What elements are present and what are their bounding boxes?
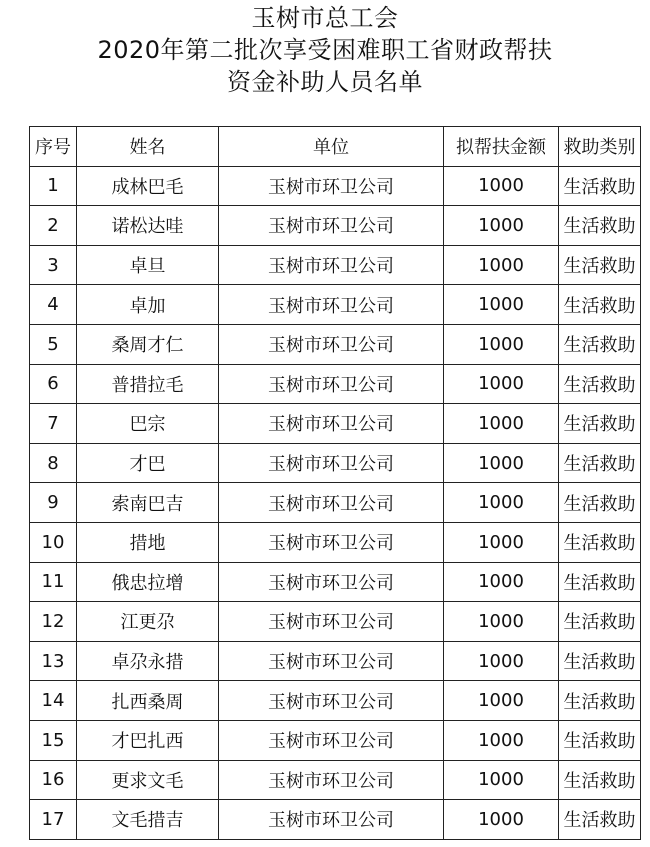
cell-serial-number: 3 [30, 245, 77, 285]
cell-amount: 1000 [444, 720, 559, 760]
cell-serial-number: 11 [30, 562, 77, 602]
cell-aid-type: 生活救助 [559, 285, 641, 325]
cell-serial-number: 13 [30, 641, 77, 681]
cell-name: 扎西桑周 [77, 681, 219, 721]
cell-unit: 玉树市环卫公司 [219, 641, 444, 681]
table-row [30, 443, 641, 483]
recipients-table [29, 126, 641, 840]
cell-serial-number: 9 [30, 483, 77, 523]
cell-serial-number: 15 [30, 720, 77, 760]
table-row [30, 483, 641, 523]
cell-name: 卓旦 [77, 245, 219, 285]
cell-amount: 1000 [444, 522, 559, 562]
document-title [0, 0, 650, 98]
header-name: 姓名 [77, 127, 219, 167]
cell-name: 才巴 [77, 443, 219, 483]
cell-amount: 1000 [444, 800, 559, 840]
cell-name: 俄忠拉增 [77, 562, 219, 602]
cell-amount: 1000 [444, 364, 559, 404]
cell-aid-type: 生活救助 [559, 404, 641, 444]
table-row [30, 404, 641, 444]
cell-serial-number: 2 [30, 206, 77, 246]
cell-serial-number: 8 [30, 443, 77, 483]
cell-unit: 玉树市环卫公司 [219, 443, 444, 483]
cell-aid-type: 生活救助 [559, 166, 641, 206]
cell-serial-number: 16 [30, 760, 77, 800]
cell-aid-type: 生活救助 [559, 602, 641, 642]
cell-aid-type: 生活救助 [559, 522, 641, 562]
cell-name: 卓加 [77, 285, 219, 325]
cell-serial-number: 12 [30, 602, 77, 642]
cell-unit: 玉树市环卫公司 [219, 602, 444, 642]
cell-unit: 玉树市环卫公司 [219, 522, 444, 562]
table-body [30, 166, 641, 839]
table-header-row [30, 127, 641, 167]
cell-amount: 1000 [444, 602, 559, 642]
cell-amount: 1000 [444, 443, 559, 483]
table-row [30, 364, 641, 404]
cell-amount: 1000 [444, 245, 559, 285]
cell-name: 巴宗 [77, 404, 219, 444]
header-amount: 拟帮扶金额 [444, 127, 559, 167]
cell-aid-type: 生活救助 [559, 364, 641, 404]
table-row [30, 522, 641, 562]
cell-name: 索南巴吉 [77, 483, 219, 523]
header-serial-number: 序号 [30, 127, 77, 167]
cell-aid-type: 生活救助 [559, 720, 641, 760]
cell-amount: 1000 [444, 404, 559, 444]
title-line-3: 资金补助人员名单 [227, 68, 423, 96]
cell-amount: 1000 [444, 760, 559, 800]
cell-serial-number: 1 [30, 166, 77, 206]
cell-unit: 玉树市环卫公司 [219, 206, 444, 246]
cell-unit: 玉树市环卫公司 [219, 760, 444, 800]
cell-aid-type: 生活救助 [559, 324, 641, 364]
table-row [30, 245, 641, 285]
cell-aid-type: 生活救助 [559, 443, 641, 483]
table-row [30, 166, 641, 206]
cell-amount: 1000 [444, 681, 559, 721]
cell-amount: 1000 [444, 285, 559, 325]
cell-unit: 玉树市环卫公司 [219, 324, 444, 364]
cell-name: 成林巴毛 [77, 166, 219, 206]
cell-unit: 玉树市环卫公司 [219, 800, 444, 840]
cell-amount: 1000 [444, 166, 559, 206]
cell-name: 卓尕永措 [77, 641, 219, 681]
cell-aid-type: 生活救助 [559, 681, 641, 721]
cell-serial-number: 7 [30, 404, 77, 444]
cell-serial-number: 14 [30, 681, 77, 721]
cell-name: 措地 [77, 522, 219, 562]
cell-aid-type: 生活救助 [559, 760, 641, 800]
table-row [30, 324, 641, 364]
cell-name: 文毛措吉 [77, 800, 219, 840]
recipients-table-container [29, 126, 640, 840]
table-row [30, 681, 641, 721]
cell-name: 诺松达哇 [77, 206, 219, 246]
cell-amount: 1000 [444, 562, 559, 602]
table-row [30, 206, 641, 246]
table-row [30, 562, 641, 602]
cell-aid-type: 生活救助 [559, 641, 641, 681]
cell-name: 桑周才仁 [77, 324, 219, 364]
table-row [30, 800, 641, 840]
header-aid-type: 救助类别 [559, 127, 641, 167]
cell-aid-type: 生活救助 [559, 562, 641, 602]
header-unit: 单位 [219, 127, 444, 167]
cell-serial-number: 17 [30, 800, 77, 840]
table-row [30, 641, 641, 681]
cell-aid-type: 生活救助 [559, 483, 641, 523]
cell-aid-type: 生活救助 [559, 206, 641, 246]
cell-unit: 玉树市环卫公司 [219, 720, 444, 760]
cell-name: 才巴扎西 [77, 720, 219, 760]
cell-unit: 玉树市环卫公司 [219, 364, 444, 404]
cell-unit: 玉树市环卫公司 [219, 681, 444, 721]
table-row [30, 285, 641, 325]
cell-unit: 玉树市环卫公司 [219, 562, 444, 602]
cell-name: 普措拉毛 [77, 364, 219, 404]
table-row [30, 720, 641, 760]
cell-unit: 玉树市环卫公司 [219, 404, 444, 444]
cell-name: 江更尕 [77, 602, 219, 642]
cell-unit: 玉树市环卫公司 [219, 245, 444, 285]
cell-amount: 1000 [444, 483, 559, 523]
cell-serial-number: 4 [30, 285, 77, 325]
cell-unit: 玉树市环卫公司 [219, 285, 444, 325]
cell-serial-number: 10 [30, 522, 77, 562]
cell-amount: 1000 [444, 641, 559, 681]
table-row [30, 602, 641, 642]
cell-unit: 玉树市环卫公司 [219, 483, 444, 523]
cell-amount: 1000 [444, 206, 559, 246]
cell-aid-type: 生活救助 [559, 245, 641, 285]
table-row [30, 760, 641, 800]
cell-unit: 玉树市环卫公司 [219, 166, 444, 206]
cell-name: 更求文毛 [77, 760, 219, 800]
title-line-2: 2020年第二批次享受困难职工省财政帮扶 [97, 36, 553, 64]
cell-aid-type: 生活救助 [559, 800, 641, 840]
cell-serial-number: 6 [30, 364, 77, 404]
cell-serial-number: 5 [30, 324, 77, 364]
cell-amount: 1000 [444, 324, 559, 364]
title-line-1: 玉树市总工会 [251, 4, 399, 32]
